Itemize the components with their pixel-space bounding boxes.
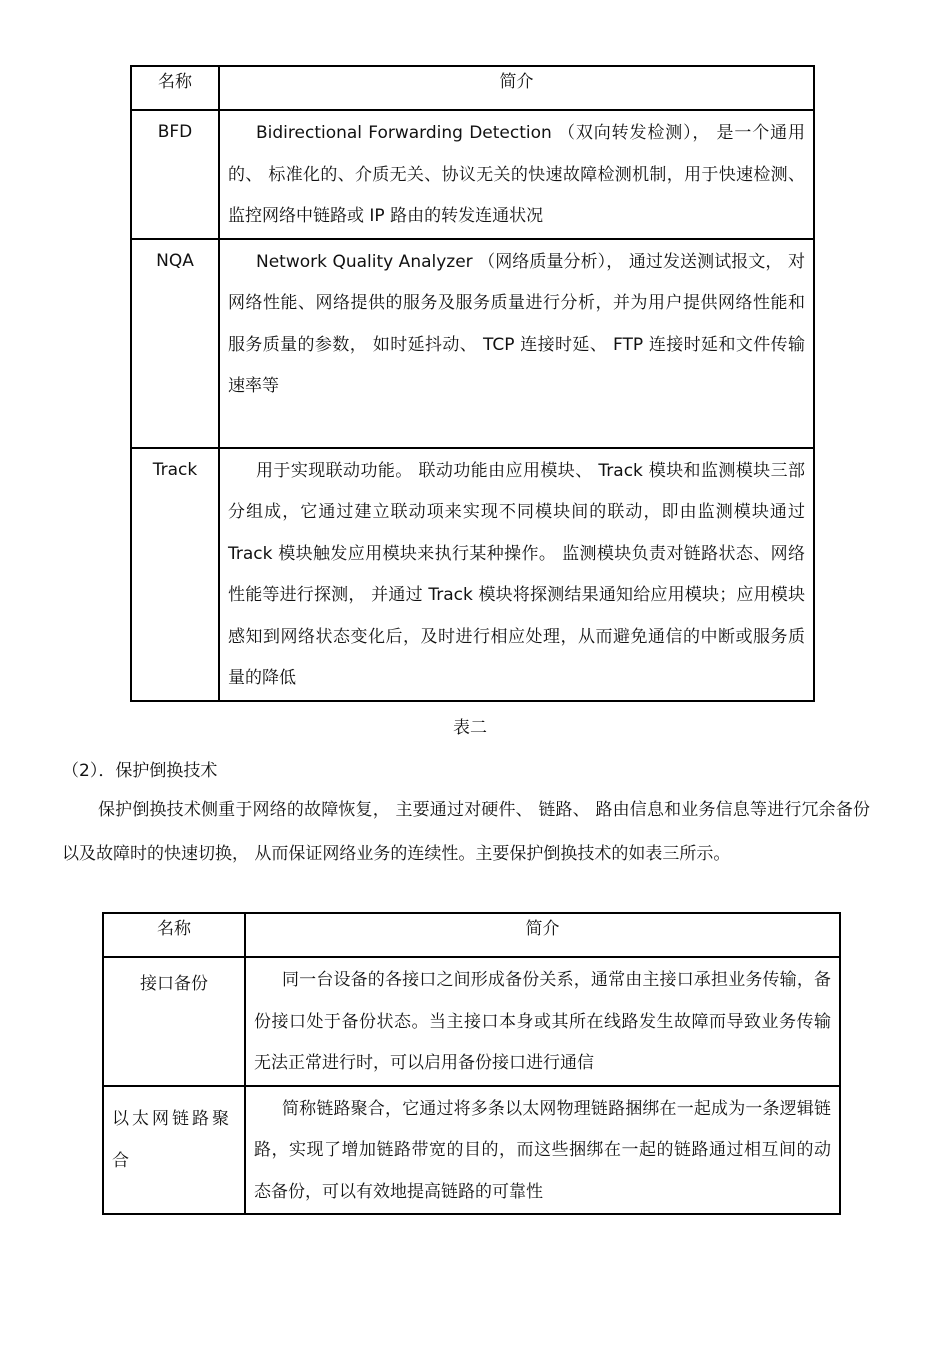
intro-text: 简称链路聚合，它通过将多条以太网物理链路捆绑在一起成为一条逻辑链路，实现了增加链路带宽的目的，而这些捆绑在一起的链路通过相互间的动态备份，可以有效地提高链路的可靠性 (254, 1098, 831, 1202)
row-name-eth-trunk: 以太网链路聚合 (103, 1086, 245, 1215)
table-row (131, 110, 814, 239)
intro-text: 同一台设备的各接口之间形成备份关系，通常由主接口承担业务传输，备份接口处于备份状态。当主接口本身或其所在线路发生故障而导致业务传输无法正常进行时，可以启用备份接口进行通信 (254, 970, 831, 1073)
row-intro-track (219, 448, 814, 701)
row-intro-nqa (219, 239, 814, 448)
table-caption: 表二 (453, 718, 487, 738)
header-name: 名称 (131, 66, 219, 110)
table-row (103, 1086, 840, 1215)
section-heading: （2）．保护倒换技术 (62, 761, 218, 781)
row-intro-interface-backup (245, 957, 840, 1086)
table-3 (102, 912, 841, 1215)
header-intro: 简介 (219, 66, 814, 110)
table-2 (130, 65, 815, 702)
row-intro-eth-trunk (245, 1086, 840, 1215)
row-name-track: Track (131, 448, 219, 701)
row-name-bfd: BFD (131, 110, 219, 239)
intro-text: Bidirectional Forwarding Detection （双向转发检测）， 是一个通用的、 标准化的、介质无关、协议无关的快速故障检测机制，用于快速检测、监控网络中链路或 IP 路由的转发连通状况 (228, 123, 805, 226)
header-name: 名称 (103, 913, 245, 957)
intro-text: 用于实现联动功能。 联动功能由应用模块、 Track 模块和监测模块三部分组成，它通过建立联动项来实现不同模块间的联动，即由监测模块通过 Track 模块触发应用模块来执行某种操作。 监测模块负责对链路状态、网络性能等进行探测， 并通过 Track 模块将探测结果通知给应用模块；应用模块感知到网络状态变化后，及时进行相应处理，从而避免通信的中断或服务质量的降低 (228, 460, 805, 688)
table-row (131, 239, 814, 448)
header-intro: 简介 (245, 913, 840, 957)
row-name-interface-backup: 接口备份 (103, 957, 245, 1086)
table-row (103, 957, 840, 1086)
table-row (131, 448, 814, 701)
table-header-row (131, 66, 814, 110)
intro-text: Network Quality Analyzer （网络质量分析）， 通过发送测试报文， 对网络性能、网络提供的服务及服务质量进行分析，并为用户提供网络性能和服务质量的参数， 如时延抖动、 TCP 连接时延、 FTP 连接时延和文件传输速率等 (228, 251, 805, 396)
row-name-nqa: NQA (131, 239, 219, 448)
row-intro-bfd (219, 110, 814, 239)
table-header-row (103, 913, 840, 957)
body-paragraph: 保护倒换技术侧重于网络的故障恢复， 主要通过对硬件、 链路、 路由信息和业务信息等进行冗余备份以及故障时的快速切换， 从而保证网络业务的连续性。主要保护倒换技术的如表三所示。 (62, 800, 870, 864)
